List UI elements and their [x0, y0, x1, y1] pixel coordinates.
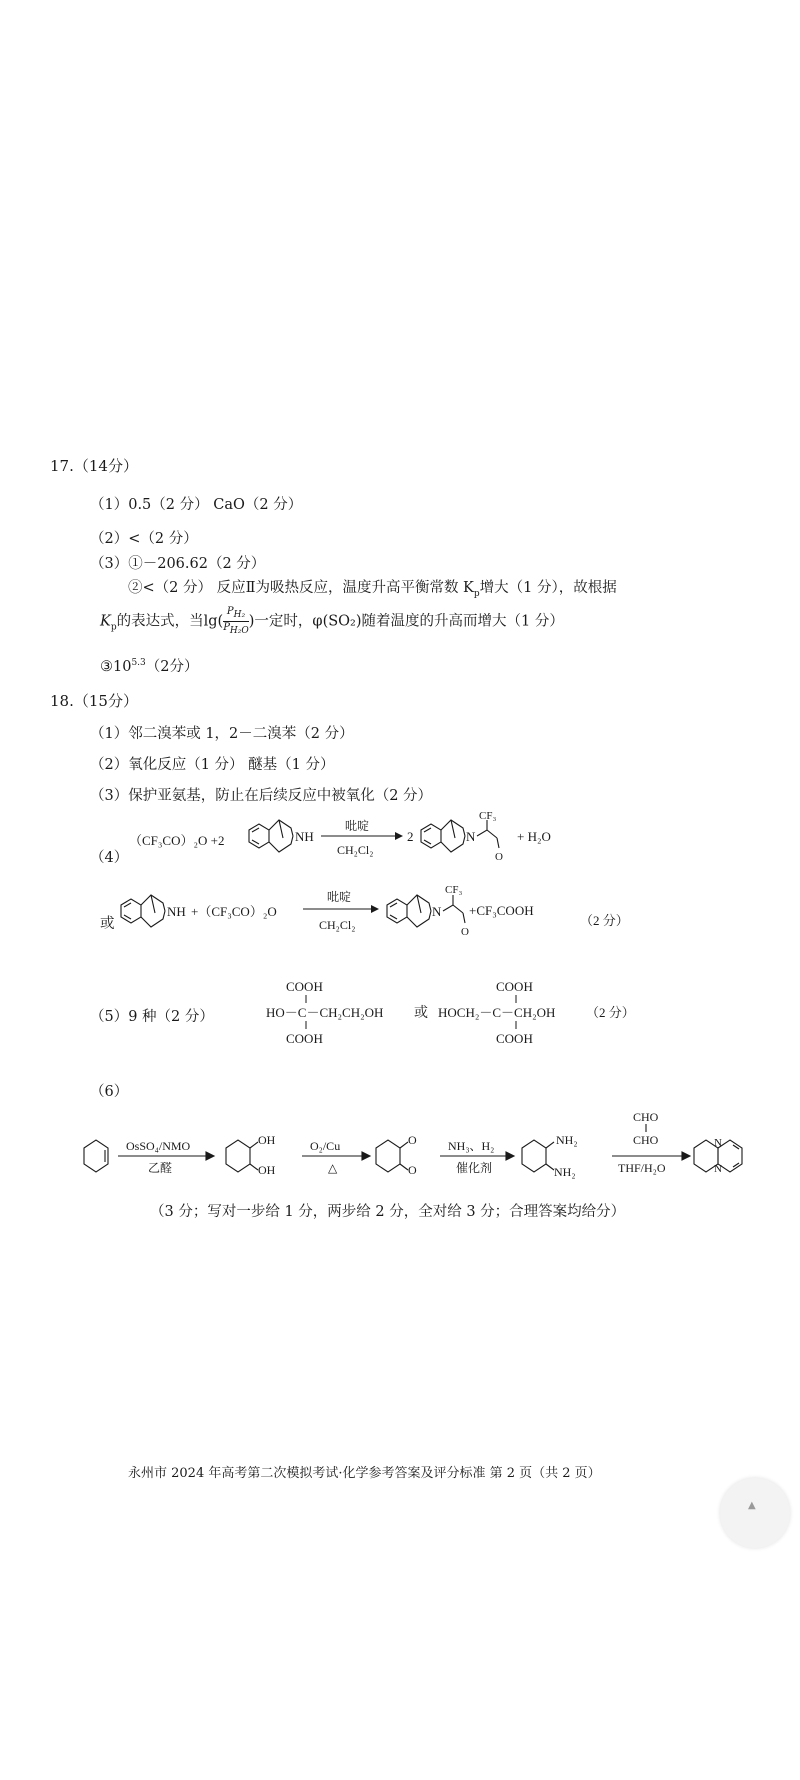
q18-part2: （2）氧化反应（1 分） 醚基（1 分） [90, 757, 335, 773]
isomer2-mid: HOCH₂－C－CH₂OH [438, 1005, 556, 1020]
quinoxaline-n-top: N [714, 1137, 722, 1149]
q17-part3b: ②<（2 分） 反应Ⅱ为吸热反应，温度升高平衡常数 $K_p$增大（1 分），故根据 [128, 580, 617, 599]
reaction-equation-1 [125, 810, 605, 880]
pressure-ratio-fraction: $\frac{P_{H_2}}{P_{H_2O}}$ [223, 606, 249, 636]
benzazepine-structure [249, 820, 293, 852]
eq2-cf3-label: CF₃ [445, 884, 463, 896]
eq2-arrow-top: 吡啶 [327, 890, 352, 904]
eq1-arrow-top: 吡啶 [345, 819, 370, 833]
q18-part6-scoring-note: （3 分；写对一步给 1 分，两步给 2 分，全对给 3 分；合理答案均给分） [150, 1204, 626, 1220]
amide-product-structure [387, 895, 465, 927]
q17-header: 17.（14分） [50, 457, 138, 475]
diketone-ring [376, 1140, 400, 1172]
diamine-ring [522, 1140, 546, 1172]
eq2-nh-label: NH [167, 904, 186, 919]
q18-part4-label: （4） [90, 850, 129, 866]
diamine-nh2-bottom: NH₂ [554, 1165, 576, 1179]
q17-part3a: （3）①－206.62（2 分） [90, 556, 266, 572]
diamine-nh2-top: NH₂ [556, 1133, 578, 1147]
page-corner-badge [720, 1478, 790, 1548]
q18-header: 18.（15分） [50, 692, 138, 710]
isomer1-bottom: COOH [286, 1031, 323, 1046]
eq1-arrow-bottom: CH₂Cl₂ [337, 843, 374, 857]
isomer1-top: COOH [286, 979, 323, 994]
eq2-score: （2 分） [580, 913, 629, 928]
step4-reagent-top: CHO [633, 1110, 659, 1124]
isomer-structures [262, 975, 652, 1055]
eq2-o-label: O [461, 926, 469, 938]
diketone-o-top: O [408, 1133, 417, 1147]
eq2-acid: +CF₃COOH [469, 903, 534, 918]
eq2-arrow-bottom: CH₂Cl₂ [319, 918, 356, 932]
q18-part1: （1）邻二溴苯或 1，2－二溴苯（2 分） [90, 726, 354, 742]
benzazepine-structure [121, 895, 165, 927]
q17-part3d: $③10^{5.3}(2$分） [100, 658, 199, 675]
synthesis-route [78, 1108, 758, 1192]
isomer-score: （2 分） [586, 1005, 635, 1020]
q17-part2: （2）<（2 分） [90, 531, 198, 547]
quinoxaline-n-bottom: N [714, 1163, 722, 1175]
step4-reagent-bottom: CHO [633, 1133, 659, 1147]
isomer2-top: COOH [496, 979, 533, 994]
arrow-head [395, 832, 403, 840]
eq1-reactant-anhydride: （CF₃CO）₂O +2 [129, 833, 225, 848]
amide-product-structure [421, 820, 499, 852]
q18-part5-label: （5）9 种（2 分） [90, 1009, 214, 1025]
eq1-water: + H₂O [517, 829, 551, 844]
step1-solvent: 乙醛 [148, 1161, 173, 1175]
corner-dot-icon: ▲ [748, 1500, 756, 1511]
cyclohexene-ring [84, 1140, 108, 1172]
eq1-o-label: O [495, 851, 503, 863]
isomer-or: 或 [414, 1006, 428, 1021]
eq2-n-label: N [432, 904, 442, 919]
q17-part3c: $K_p$的表达式，当lg( $\frac{P_{H_2}}{P_{H_2O}}$ )一定时，φ(SO₂)随着温度的升高而增大（1 分） [100, 606, 564, 636]
eq1-nh-label: NH [295, 829, 314, 844]
diol-oh-bottom: OH [258, 1163, 276, 1177]
q17-part1: （1）0.5（2 分） CaO（2 分） [90, 497, 303, 513]
isomer1-mid: HO－C－CH₂CH₂OH [266, 1005, 384, 1020]
reaction-equation-2 [115, 875, 635, 945]
step3-catalyst: 催化剂 [456, 1161, 493, 1175]
q18-part6-label: （6） [90, 1084, 129, 1100]
q18-part3: （3）保护亚氨基，防止在后续反应中被氧化（2 分） [90, 788, 433, 804]
step1-reagent: OsSO₄/NMO [126, 1139, 191, 1153]
eq2-reactant-anhydride: +（CF₃CO）₂O [191, 904, 277, 919]
step4-solvent: THF/H₂O [618, 1161, 666, 1175]
diol-oh-top: OH [258, 1133, 276, 1147]
step2-condition: △ [328, 1161, 338, 1175]
page-footer: 永州市 2024 年高考第二次模拟考试·化学参考答案及评分标准 第 2 页（共 2 页） [128, 1466, 601, 1481]
diol-ring [226, 1140, 250, 1172]
isomer2-bottom: COOH [496, 1031, 533, 1046]
eq1-cf3-label: CF₃ [479, 810, 497, 822]
eq1-n-label: N [466, 829, 476, 844]
eq1-coefficient: 2 [407, 829, 414, 844]
arrow-head [371, 905, 379, 913]
step2-reagent: O₂/Cu [310, 1139, 341, 1153]
diketone-o-bottom: O [408, 1163, 417, 1177]
step3-reagent: NH₃、H₂ [448, 1139, 495, 1153]
or-label: 或 [100, 916, 115, 932]
